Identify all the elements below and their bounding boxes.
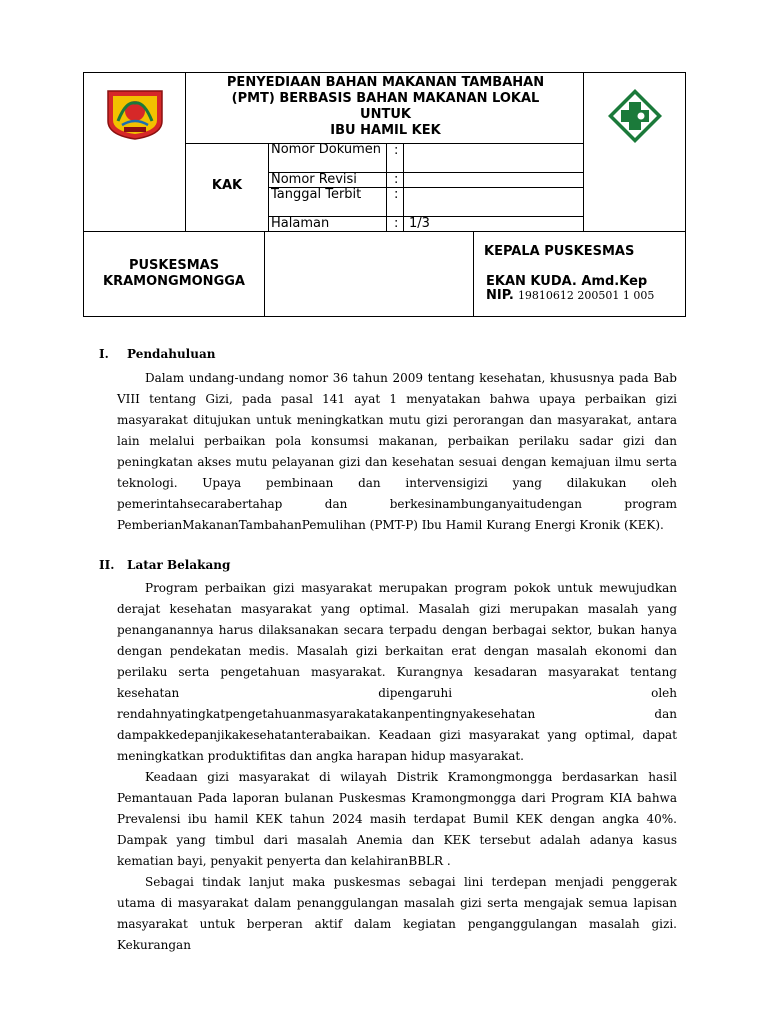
document-type: KAK xyxy=(211,178,243,193)
regional-emblem-icon xyxy=(104,87,166,141)
paragraph: Sebagai tindak lanjut maka puskesmas sebagai lini terdepan menjadi penggerak utama di masyarakat dalam penanggulangan masalah gizi serta mengajak semua lapisan masyarakat untuk berperan aktif dalam kegiatan penganggulangan masalah gizi. Kekurangan xyxy=(117,875,677,952)
doc-info-label: Tanggal Terbit xyxy=(271,187,362,202)
doc-info-colon: : xyxy=(394,216,399,231)
doc-info-label: Halaman xyxy=(271,216,330,231)
doc-info-colon: : xyxy=(394,143,399,158)
divider xyxy=(185,73,186,231)
document-title xyxy=(187,75,584,139)
section-number: I. xyxy=(99,347,109,361)
doc-info-value: 1/3 xyxy=(409,216,430,231)
paragraph: Dalam undang-undang nomor 36 tahun 2009 tentang kesehatan, khususnya pada Bab VIII tentang Gizi, pada pasal 141 ayat 1 menyatakan bahwa upaya perbaikan gizi masyarakat ditujukan untuk meningkatkan mutu gizi perorangan dan masyarakat, antara lain melalui perbaikan pola konsumsi makanan, perbaikan perilaku sadar gizi dan peningkatan akses mutu pelayanan gizi dan kesehatan sesuai dengan kemajuan ilmu serta teknologi. Upaya pembinaan dan intervensigizi yang dilakukan oleh pemerintahsecarabertahap dan berkesinambunganyaitudengan program PemberianMakananTambahanPemulihan (PMT-P) Ibu Hamil Kurang Energi Kronik (KEK). xyxy=(117,371,677,532)
section-title: Pendahuluan xyxy=(127,347,216,361)
title-line: (PMT) BERBASIS BAHAN MAKANAN LOKAL xyxy=(231,91,540,106)
nip-value: 19810612 200501 1 005 xyxy=(517,289,655,302)
org-line: KRAMONGMONGGA xyxy=(103,274,245,289)
section-title: Latar Belakang xyxy=(127,558,231,572)
section-body xyxy=(117,578,677,956)
doc-info-label: Nomor Dokumen xyxy=(271,142,382,157)
section-heading xyxy=(99,347,215,361)
title-line: PENYEDIAAN BAHAN MAKANAN TAMBAHAN xyxy=(226,75,545,90)
section-heading xyxy=(99,558,230,572)
divider xyxy=(473,231,474,317)
title-line: UNTUK xyxy=(360,107,411,122)
doc-info-colon: : xyxy=(394,172,399,187)
section-body xyxy=(117,368,677,536)
divider xyxy=(84,231,685,232)
doc-info-label: Nomor Revisi xyxy=(271,172,357,187)
nip-label: NIP. xyxy=(486,288,514,303)
doc-info-colon: : xyxy=(394,187,399,202)
signatory-name: EKAN KUDA. Amd.Kep xyxy=(486,274,648,289)
health-cross-logo-icon xyxy=(604,87,666,145)
organization-name xyxy=(84,258,264,290)
document-header-table xyxy=(83,72,686,317)
section-number: II. xyxy=(99,558,115,572)
divider xyxy=(264,231,265,317)
title-line: IBU HAMIL KEK xyxy=(330,123,441,138)
signatory-nip xyxy=(486,288,686,303)
paragraph: Program perbaikan gizi masyarakat merupakan program pokok untuk mewujudkan derajat kesehatan masyarakat yang optimal. Masalah gizi merupakan masalah yang penanganannya harus dilaksanakan secara terpadu dengan berbagai sektor, bukan hanya dengan pendekatan medis. Masalah gizi berkaitan erat dengan masalah ekonomi dan perilaku serta pengetahuan masyarakat. Kurangnya kesadaran masyarakat tentang kesehatan dipengaruhi oleh rendahnyatingkatpengetahuanmasyarakatakanpentingnyakesehatan dan dampakkedepanjikakesehatanterabaikan. Keadaan gizi masyarakat yang optimal, dapat meningkatkan produktifitas dan angka harapan hidup masyarakat. xyxy=(117,581,677,763)
paragraph: Keadaan gizi masyarakat di wilayah Distrik Kramongmongga berdasarkan hasil Pemantauan Pada laporan bulanan Puskesmas Kramongmongga dari Program KIA bahwa Prevalensi ibu hamil KEK tahun 2024 masih terdapat Bumil KEK dengan angka 40%. Dampak yang timbul dari masalah Anemia dan KEK tersebut adalah adanya kasus kematian bayi, penyakit penyerta dan kelahiranBBLR . xyxy=(117,770,677,868)
signatory-title: KEPALA PUSKESMAS xyxy=(484,244,635,259)
org-line: PUSKESMAS xyxy=(128,258,220,273)
